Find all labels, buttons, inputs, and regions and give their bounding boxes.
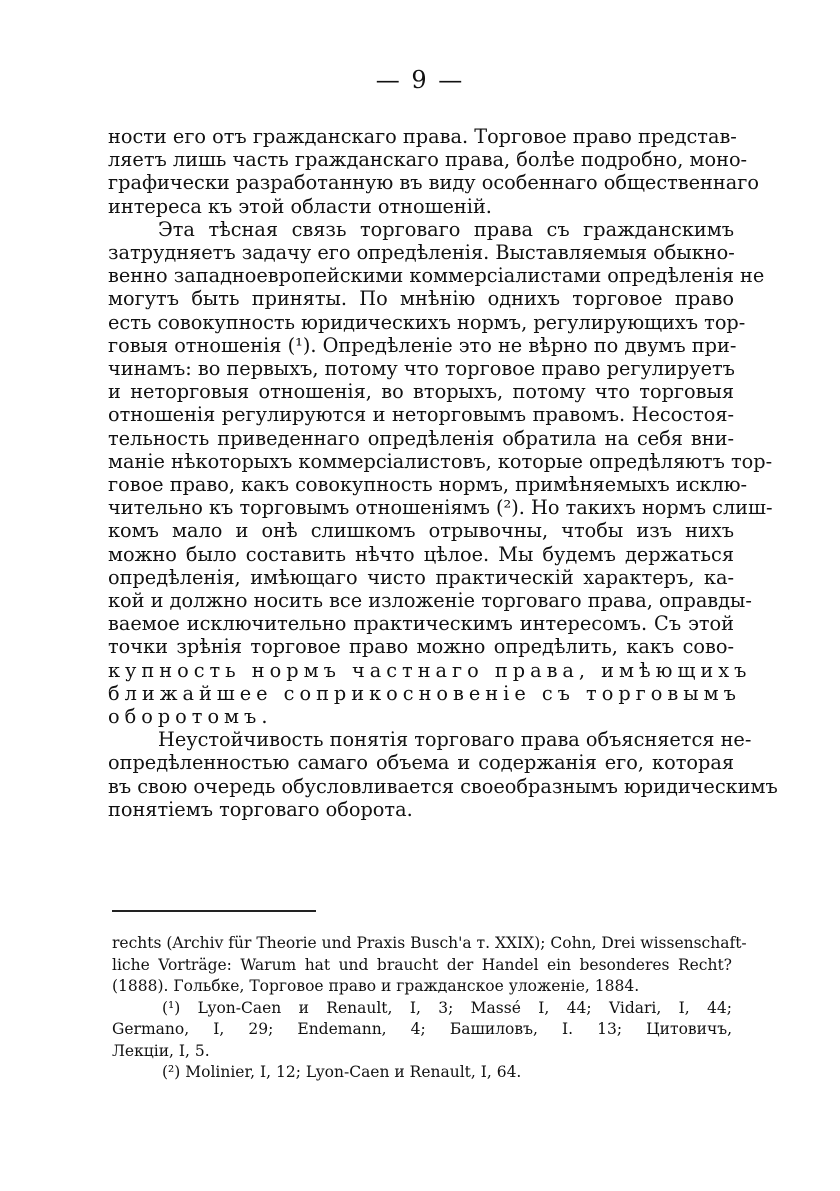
text-line: могутъ быть приняты. По мнѣнію однихъ торговое право [108,287,734,311]
text-line: интереса къ этой области отношеній. [108,194,492,218]
footnote-line: (1888). Гольбке, Торговое право и гражданское уложеніе, 1884. [112,977,640,995]
text-line: венно западноевропейскими коммерсіалистами опредѣленія не [108,264,765,288]
footnote-line: (²) Molinier, I, 12; Lyon-Caen и Renault, I, 64. [162,1063,522,1081]
text-line: опредѣленія, имѣющаго чисто практическій характеръ, ка- [108,565,734,589]
text-line: говыя отношенія (¹). Опредѣленіе это не вѣрно по двумъ при- [108,333,737,357]
footnote-line: (¹) Lyon-Caen и Renault, I, 3; Massé I, 44; Vidari, I, 44; [162,998,732,1017]
spaced-text-line: ближайшее соприкосновеніе съ торговымъ [108,681,741,705]
footnotes [112,933,747,1084]
text-line: въ свою очередь обусловливается своеобразнымъ юридическимъ [108,774,778,798]
text-line: понятіемъ торговаго оборота. [108,797,413,821]
text-line: затрудняетъ задачу его опредѣленія. Выставляемыя обыкно- [108,241,735,265]
text-line: тельность приведеннаго опредѣленія обратила на себя вни- [108,426,734,450]
text-line: говое право, какъ совокупность нормъ, примѣняемыхъ исклю- [108,473,748,497]
text-line: кой и должно носить все изложеніе торговаго права, оправды- [108,589,752,613]
text-line: комъ мало и онѣ слишкомъ отрывочны, чтобы изъ нихъ [108,519,734,543]
page-number: — 9 — [375,66,465,94]
text-line: чинамъ: во первыхъ, потому что торговое право регулируетъ [108,357,735,381]
text-line: можно было составить нѣчто цѣлое. Мы будемъ держаться [108,542,734,566]
text-line: чительно къ торговымъ отношеніямъ (²). Но такихъ нормъ слиш- [108,496,773,520]
footnote-line: liche Vorträge: Warum hat und braucht der Handel ein besonderes Recht? [112,955,732,974]
footnote-line: rechts (Archiv für Theorie und Praxis Busch'a т. XXIX); Cohn, Drei wissenschaft- [112,934,747,952]
spaced-text-line: купность нормъ частнаго права, имѣющихъ [108,658,752,682]
text-line: опредѣленностью самаго объема и содержанія его, которая [108,751,734,775]
text-line: ности его отъ гражданскаго права. Торговое право представ- [108,125,737,148]
body-text [108,125,778,821]
text-line: отношенія регулируются и неторговымъ правомъ. Несостоя- [108,403,734,427]
footnote-divider [112,910,316,912]
text-line: точки зрѣнія торговое право можно опредѣлить, какъ сово- [108,635,734,659]
spaced-text-line: оборотомъ. [108,705,273,729]
text-line: есть совокупность юридическихъ нормъ, регулирующихъ тор- [108,310,746,334]
text-line: маніе нѣкоторыхъ коммерсіалистовъ, которые опредѣляютъ тор- [108,449,773,473]
text-line: и неторговыя отношенія, во вторыхъ, потому что торговыя [108,380,734,404]
paragraph-start-line: Неустойчивость понятія торговаго права объясняется не- [158,728,752,752]
text-line: графически разработанную въ виду особеннаго общественнаго [108,171,759,195]
paragraph-start-line: Эта тѣсная связь торговаго права съ гражданскимъ [158,217,734,241]
text-line: ляетъ лишь часть гражданскаго права, болѣе подробно, моно- [108,148,748,172]
footnote-line: Germano, I, 29; Endemann, 4; Башиловъ, I. 13; Цитовичъ, [112,1020,732,1038]
text-line: ваемое исключительно практическимъ интересомъ. Съ этой [108,612,734,636]
footnote-line: Лекціи, I, 5. [112,1041,210,1060]
